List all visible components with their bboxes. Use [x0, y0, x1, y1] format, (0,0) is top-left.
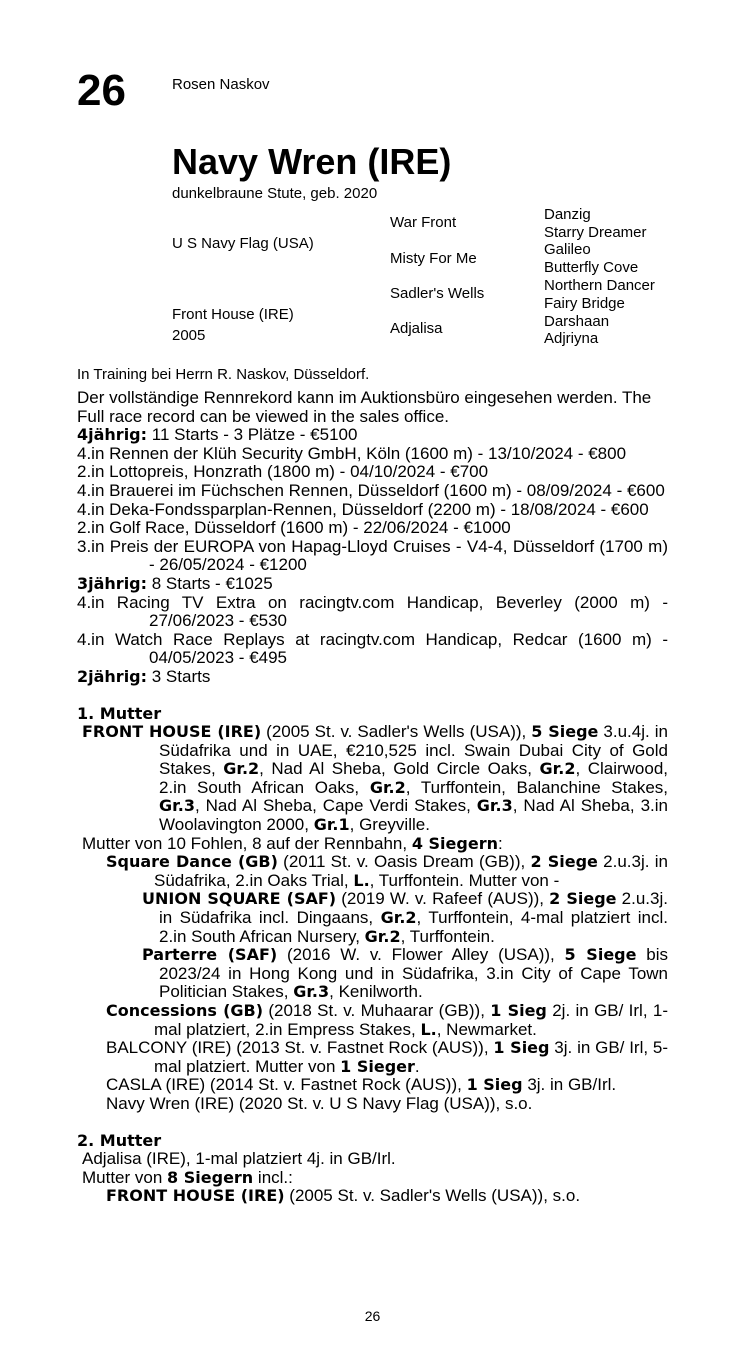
- produce-parterre: Parterre (SAF) (2016 W. v. Flower Alley (USA)), 5 Siege bis 2023/24 in Hong Kong und in Südafrika, 3.in City of Cape Town Politician Stakes, Gr.3, Kenilworth.: [142, 945, 668, 1002]
- age4-summary: 4jährig: 11 Starts - 3 Plätze - €5100: [77, 425, 358, 445]
- horse-name: Navy Wren (IRE): [172, 141, 452, 182]
- race-line: 4.in Watch Race Replays at racingtv.com Handicap, Redcar (1600 m) - 04/05/2023 - €495: [77, 629, 668, 668]
- pedigree-gen2-4: Adjalisa: [390, 320, 443, 337]
- race-line: 2.in Golf Race, Düsseldorf (1600 m) - 22/06/2024 - €1000: [77, 518, 511, 538]
- pedigree-gen3-8: Adjriyna: [544, 330, 599, 347]
- page-number: 26: [364, 1308, 381, 1324]
- horse-description: dunkelbraune Stute, geb. 2020: [172, 185, 378, 202]
- dam1-foals: Mutter von 10 Fohlen, 8 auf der Rennbahn, 4 Siegern:: [82, 833, 503, 853]
- race-line: 2.in Lottopreis, Honzrath (1800 m) - 04/10/2024 - €700: [77, 462, 489, 482]
- dam2-record: Adjalisa (IRE), 1-mal platziert 4j. in GB/Irl.: [82, 1149, 396, 1169]
- pedigree-dam-year: 2005: [172, 327, 206, 344]
- pedigree-gen3-6: Fairy Bridge: [544, 295, 625, 312]
- produce-concessions: Concessions (GB) (2018 St. v. Muhaarar (GB)), 1 Sieg 2j. in GB/ Irl, 1-mal platziert, 2.in Empress Stakes, L., Newmarket.: [106, 1001, 669, 1039]
- race-line: 4.in Brauerei im Füchschen Rennen, Düsseldorf (1600 m) - 08/09/2024 - €600: [77, 480, 665, 500]
- dam1-heading: 1. Mutter: [77, 703, 162, 723]
- training-note: In Training bei Herrn R. Naskov, Düsseldorf.: [77, 366, 370, 383]
- produce-union-square: UNION SQUARE (SAF) (2019 W. v. Rafeef (AUS)), 2 Siege 2.u.3j. in Südafrika incl. Dingaans, Gr.2, Turffontein, 4-mal platziert incl. 2.in South African Nursery, Gr.2, Turffontein.: [142, 889, 668, 946]
- lot-number: 26: [77, 66, 126, 115]
- pedigree-gen2-3: Sadler's Wells: [390, 285, 485, 302]
- record-note: Der vollständige Rennrekord kann im Auktionsbüro eingesehen werden. The Full race record can be viewed in the sales office.: [77, 388, 652, 426]
- pedigree-gen3-5: Northern Dancer: [544, 277, 655, 294]
- seller-name: Rosen Naskov: [172, 76, 270, 93]
- pedigree-gen3-4: Butterfly Cove: [544, 259, 639, 276]
- pedigree-gen3-3: Galileo: [544, 241, 591, 258]
- dam2-produce-front-house: FRONT HOUSE (IRE) (2005 St. v. Sadler's Wells (USA)), s.o.: [106, 1186, 581, 1206]
- dam1-record: FRONT HOUSE (IRE) (2005 St. v. Sadler's Wells (USA)), 5 Siege 3.u.4j. in Südafrika und in UAE, €210,525 incl. Swain Dubai City of Gold Stakes, Gr.2, Nad Al Sheba, Gold Circle Oaks, Gr.2, Clairwood, 2.in South African Oaks, Gr.2, Turffontein, Balanchine Stakes, Gr.3, Nad Al Sheba, Cape Verdi Stakes, Gr.3, Nad Al Sheba, 3.in Woolavington 2000, Gr.1, Greyville.: [82, 722, 668, 835]
- produce-navy-wren: Navy Wren (IRE) (2020 St. v. U S Navy Flag (USA)), s.o.: [106, 1093, 533, 1113]
- pedigree-gen3-2: Starry Dreamer: [544, 224, 647, 241]
- race-line: 4.in Rennen der Klüh Security GmbH, Köln (1600 m) - 13/10/2024 - €800: [77, 443, 627, 463]
- pedigree-gen3-1: Danzig: [544, 206, 591, 223]
- dam2-winners: Mutter von 8 Siegern incl.:: [82, 1167, 293, 1187]
- pedigree-gen2-2: Misty For Me: [390, 250, 477, 267]
- age3-summary: 3jährig: 8 Starts - €1025: [77, 573, 273, 593]
- race-line: 4.in Racing TV Extra on racingtv.com Handicap, Beverley (2000 m) - 27/06/2023 - €530: [77, 592, 668, 631]
- race-line: 4.in Deka-Fondssparplan-Rennen, Düsseldorf (2200 m) - 18/08/2024 - €600: [77, 499, 649, 519]
- pedigree-sire: U S Navy Flag (USA): [172, 235, 314, 252]
- dam2-heading: 2. Mutter: [77, 1130, 162, 1150]
- pedigree-gen3-7: Darshaan: [544, 313, 610, 330]
- race-line: 3.in Preis der EUROPA von Hapag-Lloyd Cruises - V4-4, Düsseldorf (1700 m) - 26/05/2024 - €1200: [77, 536, 668, 575]
- produce-casla: CASLA (IRE) (2014 St. v. Fastnet Rock (AUS)), 1 Sieg 3j. in GB/Irl.: [106, 1075, 617, 1095]
- pedigree-dam: Front House (IRE): [172, 306, 294, 323]
- produce-balcony: BALCONY (IRE) (2013 St. v. Fastnet Rock (AUS)), 1 Sieg 3j. in GB/ Irl, 5-mal platziert. Mutter von 1 Sieger.: [106, 1038, 669, 1076]
- pedigree-gen2-1: War Front: [390, 214, 457, 231]
- produce-square-dance: Square Dance (GB) (2011 St. v. Oasis Dream (GB)), 2 Siege 2.u.3j. in Südafrika, 2.in Oaks Trial, L., Turffontein. Mutter von -: [106, 852, 668, 890]
- race-record: [77, 389, 668, 1206]
- age2-summary: 2jährig: 3 Starts: [77, 666, 211, 686]
